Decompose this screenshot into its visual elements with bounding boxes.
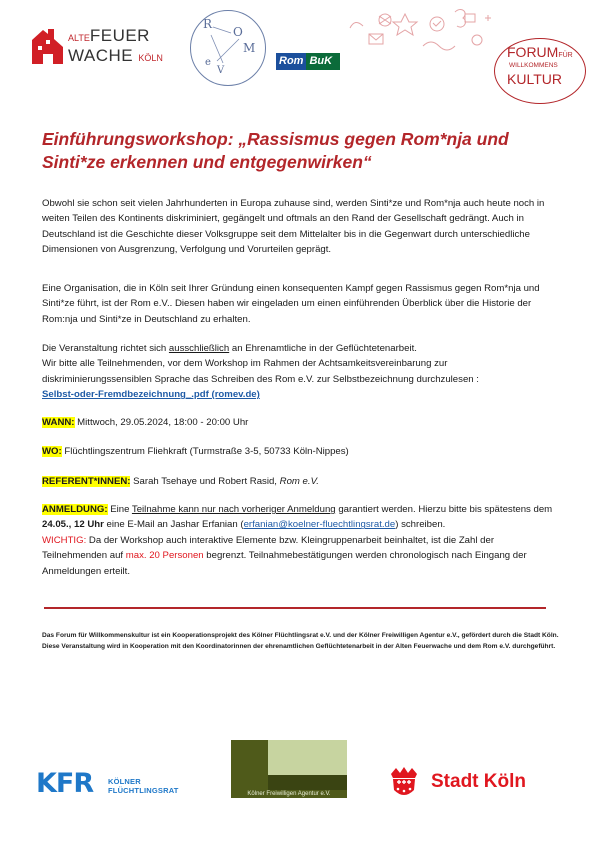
agentur-block bbox=[231, 740, 268, 790]
registration-text: ) schreiben. bbox=[395, 519, 446, 531]
rom-ev-letter: V bbox=[217, 65, 225, 76]
speakers-names: Sarah Tsehaye und Robert Rasid, bbox=[130, 476, 280, 487]
where-label: WO: bbox=[42, 446, 62, 457]
alte-feuerwache-wordmark-bottom: WACHE KÖLN bbox=[68, 46, 163, 65]
important-max: max. 20 Personen bbox=[125, 550, 204, 562]
footnote: Das Forum für Willkommenskultur ist ein Kooperationsprojekt des Kölner Flüchtlingsrat e.V. und der Kölner Freiwilligen Agentur e.V., gefördert durch die Stadt Köln. Diese Veranstaltung wird in Kooperation mit den Koordinatorinnen der ehrenamtlichen Geflüchtetenarbeit in der Alten Feuerwache und dem Rom e.V. durchgeführt. bbox=[42, 632, 559, 651]
registration-email-link[interactable]: erfanian@koelner-fluechtlingsrat.de bbox=[243, 519, 396, 531]
alte-feuerwache-mark-icon bbox=[30, 26, 66, 66]
page-title: Einführungsworkshop: „Rassismus gegen Rom*nja und Sinti*ze erkennen und entgegenwirken“ bbox=[42, 129, 509, 172]
where-value: Flüchtlingszentrum Fliehkraft (Turmstraße 3-5, 50733 Köln-Nippes) bbox=[61, 446, 349, 457]
registration-text: eine E-Mail an Jashar Erfanian ( bbox=[103, 519, 244, 531]
rombuk-logo: Rom BuK bbox=[276, 53, 340, 70]
registration-emphasis: Teilnahme kann nur nach vorheriger Anmeldung bbox=[131, 504, 336, 515]
audience-text: Die Veranstaltung richtet sich bbox=[42, 343, 169, 354]
when-line bbox=[42, 415, 557, 430]
rom-ev-letter: M bbox=[243, 41, 256, 55]
intro-paragraph-1: Obwohl sie schon seit vielen Jahrhunderten in Europa zuhause sind, werden Sinti*ze und Rom*nja auch heute noch in weiten Teilen des Kontinents diskriminiert, gegängelt und oftmals an den Rand der Gesellschaft gedrängt. Auch in Deutschland ist die Geschichte dieser Volksgruppe seit dem Mittelalter bis in die Gegenwart durch unterschiedliche Dimensionen von Ausgrenzung, Verfolgung und Vorurteilen geprägt. bbox=[42, 198, 545, 256]
audience-request: Wir bitte alle Teilnehmenden, vor dem Workshop im Rahmen der Achtsamkeitsvereinbarung zur diskriminierungssensiblen Sprache das Schreiben des Rom e.V. zur Selbstbezeichnung durchzulesen : bbox=[42, 358, 479, 385]
selbstbezeichnung-link[interactable]: Selbst-oder-Fremdbezeichnung_.pdf (romev.de) bbox=[42, 389, 260, 401]
freiwilligen-agentur-logo bbox=[231, 740, 347, 798]
speakers-label: REFERENT*INNEN: bbox=[42, 476, 131, 487]
registration-deadline: 24.05., 12 Uhr bbox=[42, 519, 104, 531]
important-text: begrenzt. Teilnahmebestätigungen werden chronologisch nach Eingang der Anmeldungen erteilt. bbox=[42, 550, 527, 577]
audience-emphasis: ausschließlich bbox=[168, 343, 230, 354]
important-text: Da der Workshop auch interaktive Elemente bzw. Kleingruppenarbeit beinhaltet, ist die Zahl der Teilnehmenden auf bbox=[42, 534, 495, 562]
agentur-block bbox=[268, 775, 347, 790]
speakers-line bbox=[42, 474, 557, 489]
where-line bbox=[42, 444, 557, 459]
agentur-block bbox=[268, 740, 347, 775]
audience-paragraph bbox=[42, 341, 557, 403]
rom-ev-lines-icon bbox=[191, 11, 264, 84]
forum-kultur: KULTUR bbox=[507, 71, 562, 87]
forum-title: FORUMFÜR bbox=[507, 44, 573, 60]
registration-text: Eine bbox=[107, 504, 132, 515]
registration-text: garantiert werden. Hierzu bitte bis spätestens dem bbox=[335, 504, 553, 515]
welcome-doodles-icon bbox=[345, 6, 500, 66]
alte-feuerwache-wordmark-top: ALTEFEUER bbox=[68, 26, 150, 45]
kfr-wordmark bbox=[108, 777, 179, 795]
forum-subtitle: WILLKOMMENS bbox=[509, 62, 558, 69]
when-value: Mittwoch, 29.05.2024, 18:00 - 20:00 Uhr bbox=[74, 417, 249, 428]
registration-label: ANMELDUNG: bbox=[42, 504, 108, 515]
kfr-line2: FLÜCHTLINGSRAT bbox=[108, 786, 179, 795]
rom-ev-letter: R bbox=[203, 17, 213, 31]
when-label: WANN: bbox=[42, 417, 75, 428]
intro-paragraph-2: Eine Organisation, die in Köln seit Ihrer Gründung einen konsequenten Kampf gegen Rassismus gegen Rom*nja und Sinti*ze führt, ist der Rom e.V.. Diesen haben wir eingeladen um einen einführenden Überblick über die Historie der Rom:nja und Sinti*ze in Deutschland zu erhalten. bbox=[42, 283, 540, 325]
rom-ev-letter: O bbox=[233, 25, 243, 39]
kfr-line1: KÖLNER bbox=[108, 777, 141, 786]
agentur-name: Kölner Freiwilligen Agentur e.V. bbox=[231, 790, 347, 798]
rom-ev-logo bbox=[190, 10, 266, 86]
important-label: WICHTIG: bbox=[42, 534, 87, 546]
forum-willkommenskultur-logo bbox=[494, 38, 586, 104]
rom-ev-letter: e bbox=[205, 57, 211, 68]
stadt-koeln-wordmark: Stadt Köln bbox=[431, 771, 526, 792]
registration-block bbox=[42, 502, 557, 579]
speakers-org: Rom e.V. bbox=[279, 476, 319, 487]
divider bbox=[44, 607, 546, 609]
audience-text: an Ehrenamtliche in der Geflüchtetenarbeit. bbox=[229, 343, 417, 354]
stadt-koeln-crest-icon bbox=[387, 766, 421, 800]
kfr-logo: KFR bbox=[36, 768, 94, 799]
